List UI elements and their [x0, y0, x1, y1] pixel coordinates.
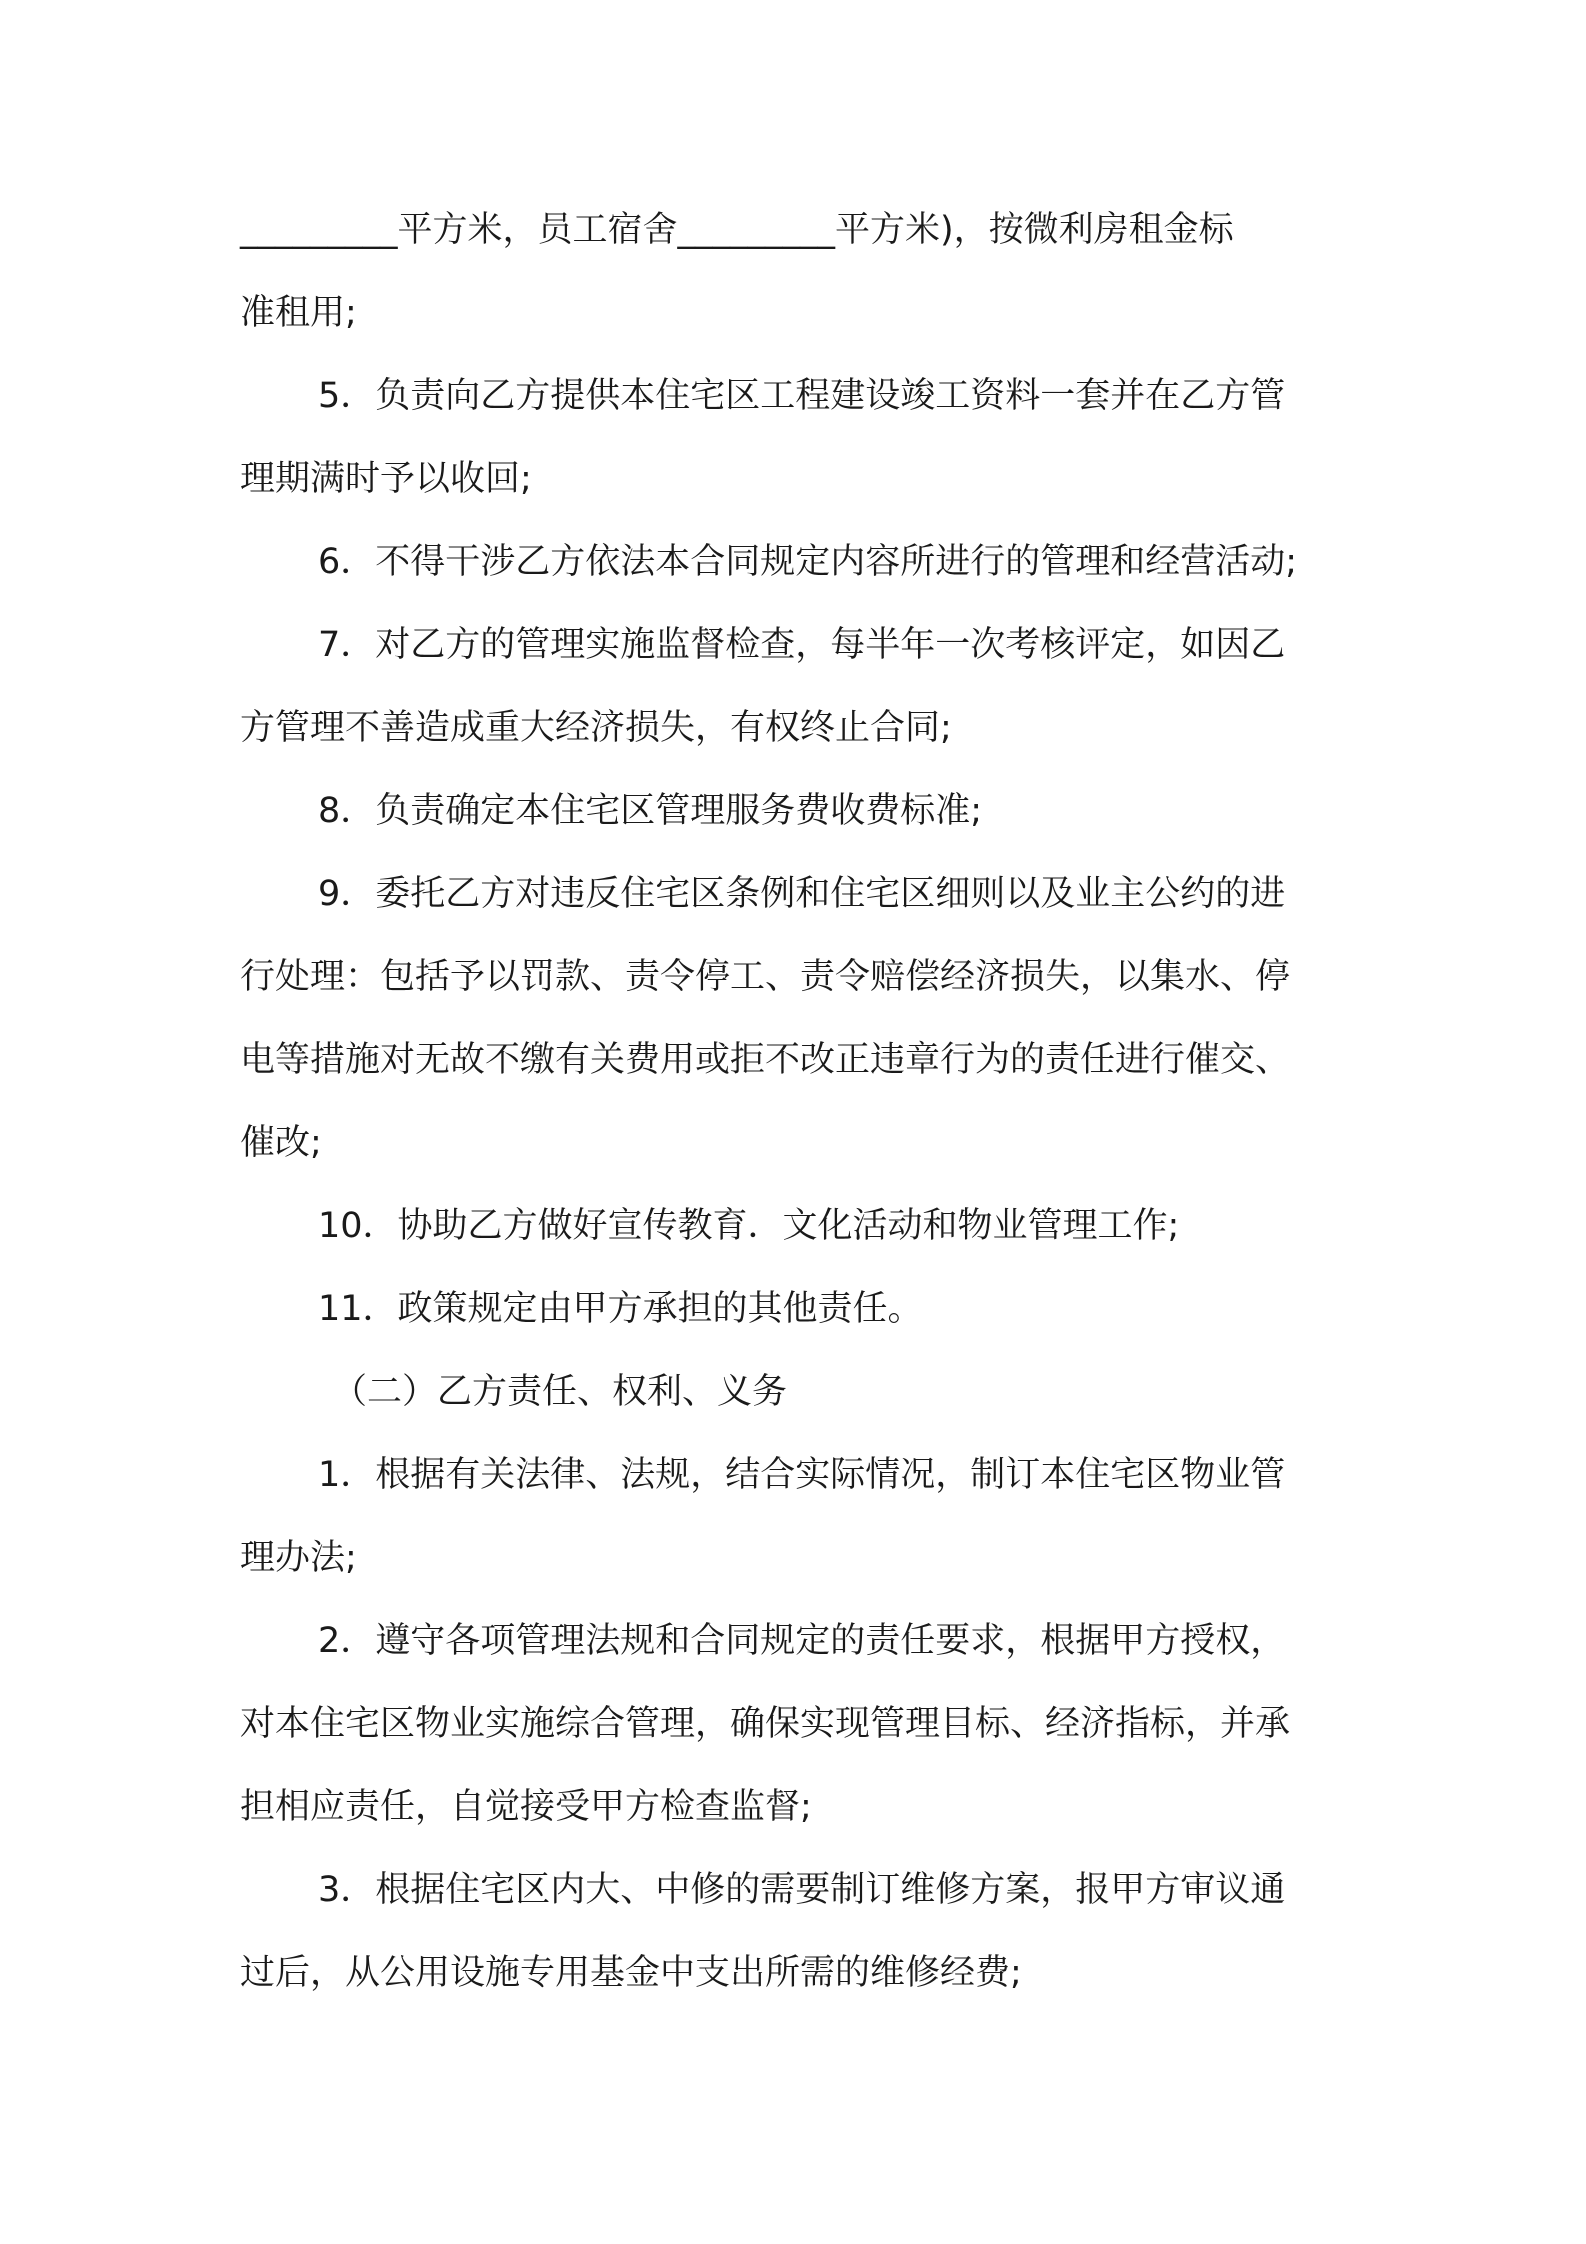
text-line: 10．协助乙方做好宣传教育．文化活动和物业管理工作; [318, 1206, 1180, 1246]
text-line: 1．根据有关法律、法规，结合实际情况，制订本住宅区物业管 [318, 1455, 1286, 1495]
text-line: 方管理不善造成重大经济损失，有权终止合同; [240, 708, 952, 748]
text-line: 过后，从公用设施专用基金中支出所需的维修经费; [240, 1953, 1022, 1993]
text-line: 担相应责任，自觉接受甲方检查监督; [240, 1787, 812, 1827]
section-heading: （二）乙方责任、权利、义务 [332, 1372, 788, 1412]
text-line: 3．根据住宅区内大、中修的需要制订维修方案，报甲方审议通 [318, 1870, 1286, 1910]
text-line: 9．委托乙方对违反住宅区条例和住宅区细则以及业主公约的进 [318, 874, 1286, 914]
text-line: 催改; [240, 1123, 322, 1163]
text-line: 5．负责向乙方提供本住宅区工程建设竣工资料一套并在乙方管 [318, 376, 1286, 416]
text-line: 理期满时予以收回; [240, 459, 532, 499]
text-line: 理办法; [240, 1538, 357, 1578]
text-line: 2．遵守各项管理法规和合同规定的责任要求，根据甲方授权， [318, 1621, 1286, 1661]
text-line: _________平方米，员工宿舍_________平方米)，按微利房租金标 [240, 210, 1234, 250]
text-line: 电等措施对无故不缴有关费用或拒不改正违章行为的责任进行催交、 [240, 1040, 1291, 1080]
text-line: 6．不得干涉乙方依法本合同规定内容所进行的管理和经营活动; [318, 542, 1298, 582]
text-line: 准租用; [240, 293, 357, 333]
text-line: 8．负责确定本住宅区管理服务费收费标准; [318, 791, 983, 831]
text-line: 对本住宅区物业实施综合管理，确保实现管理目标、经济指标，并承 [240, 1704, 1291, 1744]
text-line: 11．政策规定由甲方承担的其他责任。 [318, 1289, 923, 1329]
text-line: 7．对乙方的管理实施监督检查，每半年一次考核评定，如因乙 [318, 625, 1286, 665]
text-line: 行处理：包括予以罚款、责令停工、责令赔偿经济损失，以集水、停 [240, 957, 1291, 997]
